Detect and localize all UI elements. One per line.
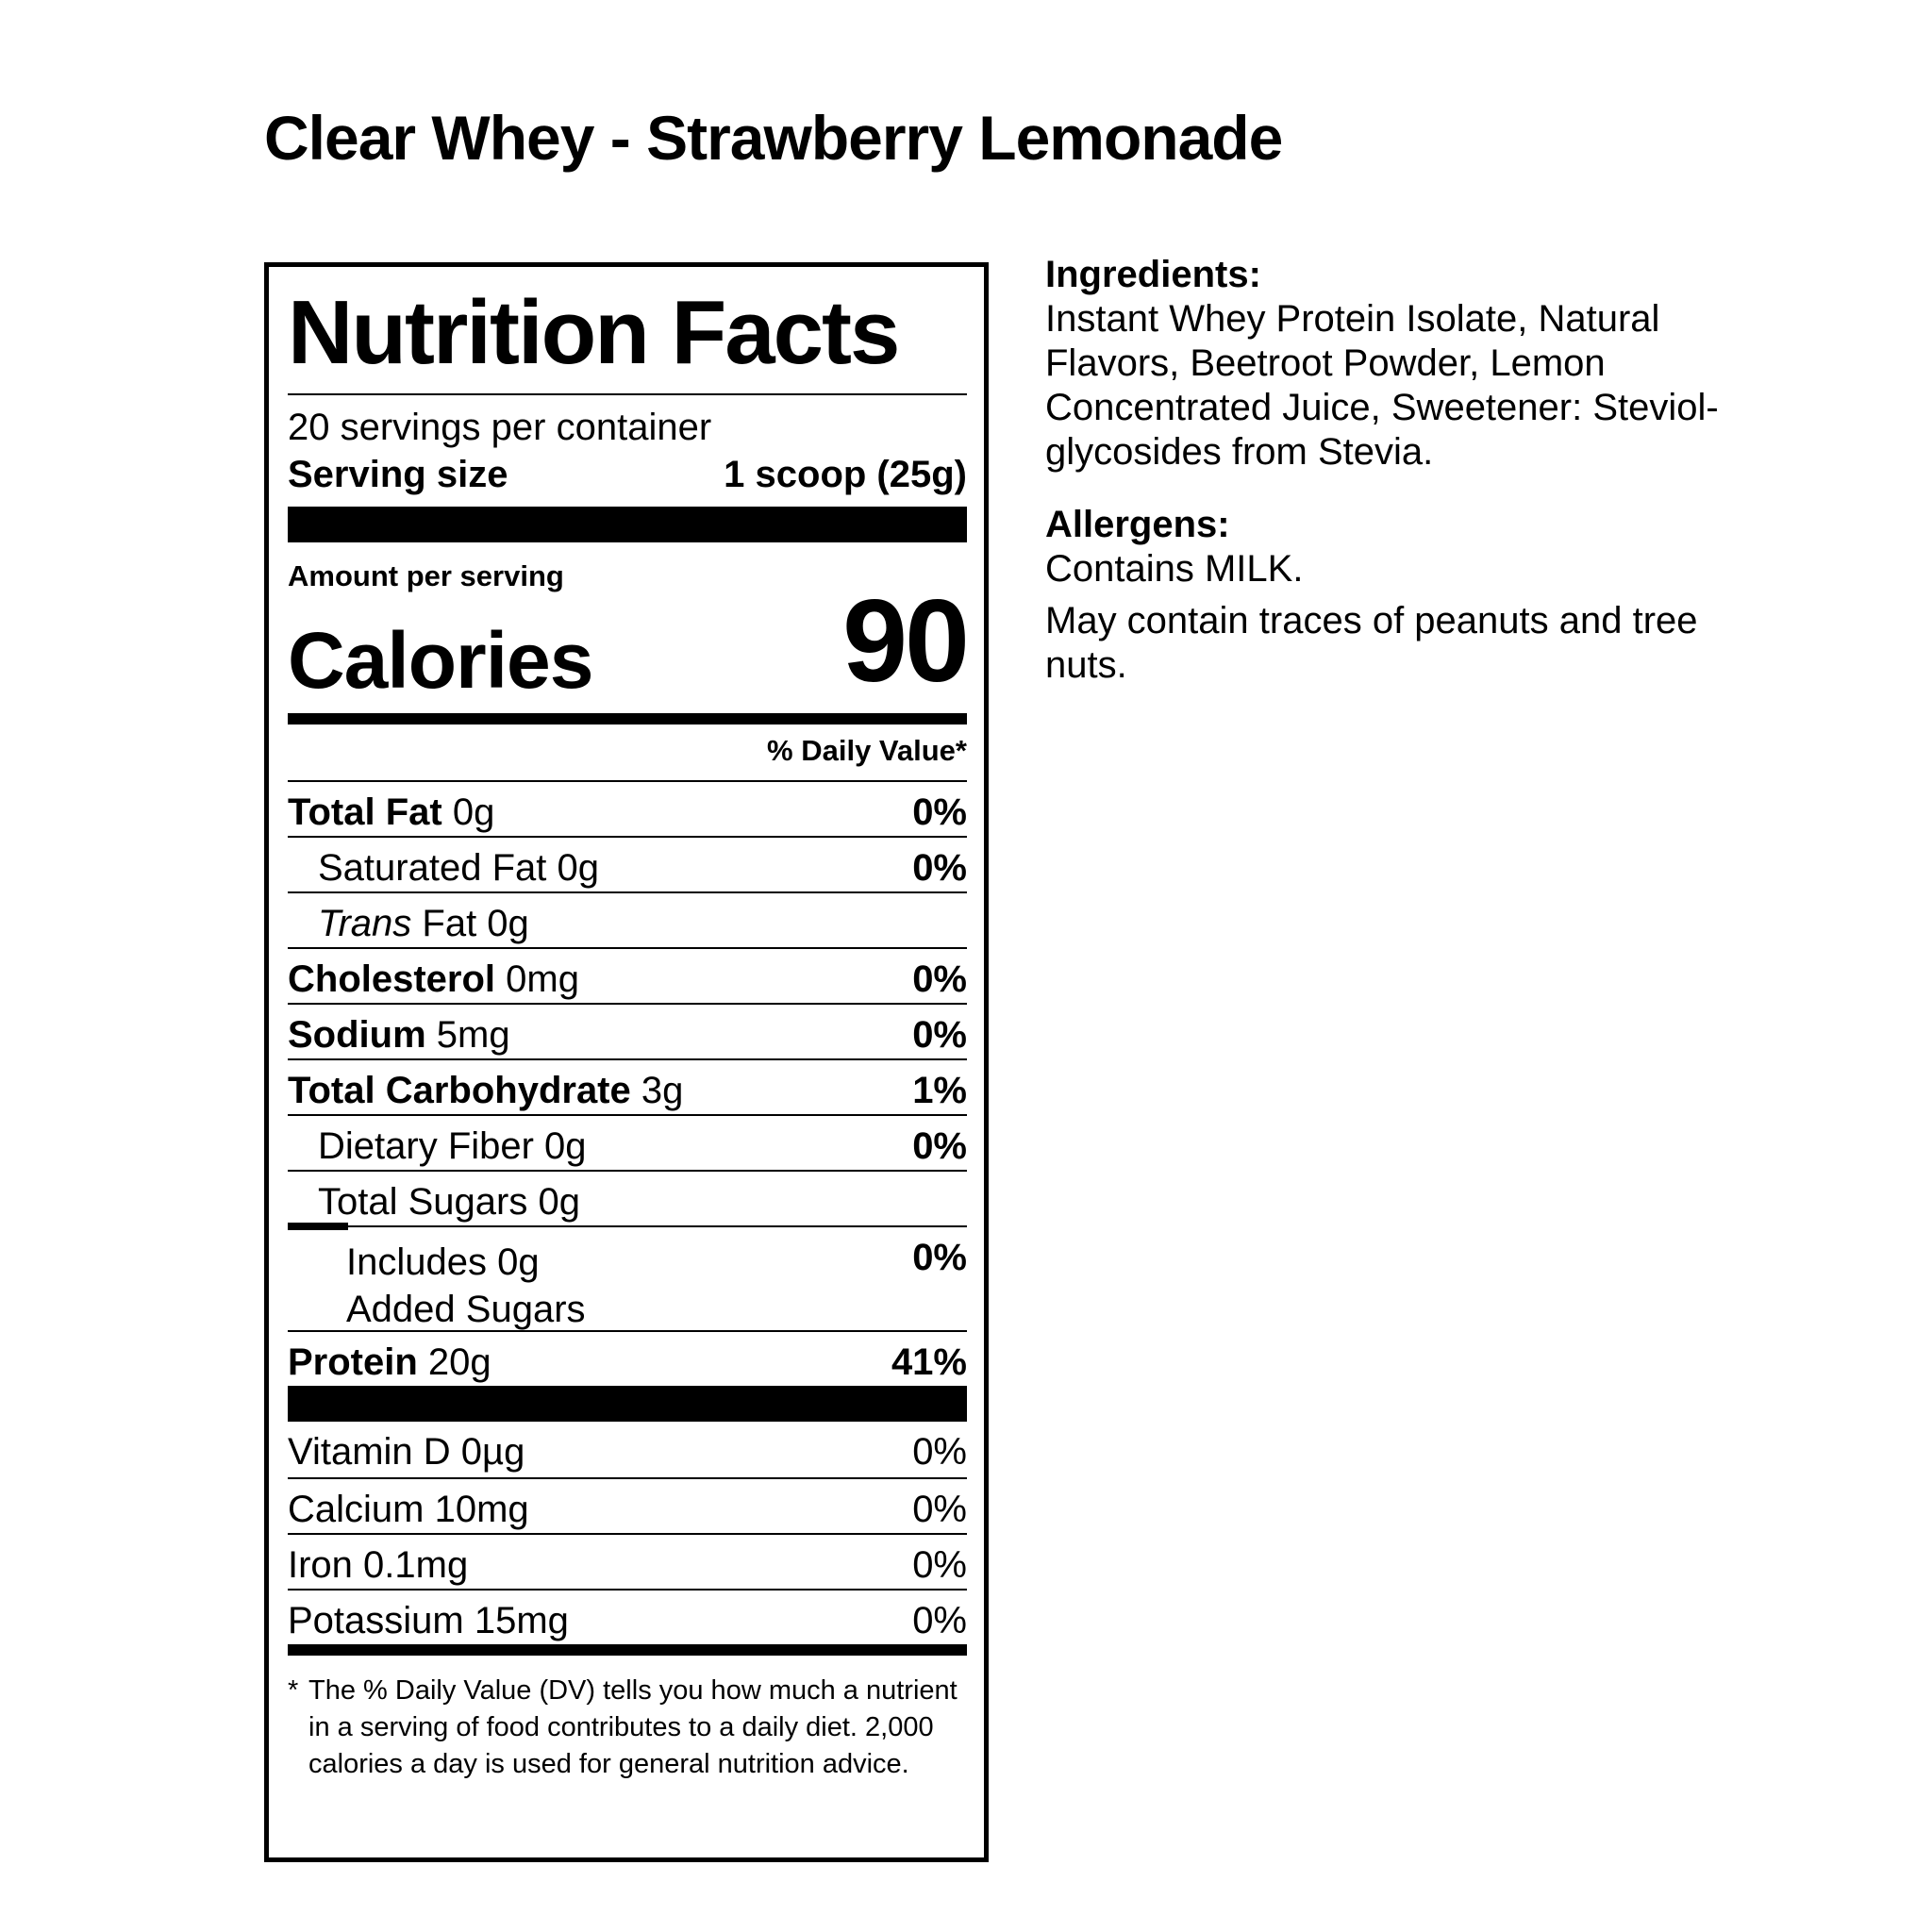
medium-divider	[288, 713, 967, 724]
serving-size-row	[288, 456, 967, 493]
nutrient-percent: 0%	[912, 1125, 967, 1167]
nutrition-facts-heading: Nutrition Facts	[288, 282, 899, 383]
vitamin-percent: 0%	[912, 1431, 967, 1473]
nutrient-name: Sodium 5mg	[288, 1014, 510, 1056]
vitamin-name: Potassium 15mg	[288, 1600, 569, 1641]
nutrient-name: Dietary Fiber 0g	[318, 1125, 587, 1167]
vitamin-name: Iron 0.1mg	[288, 1544, 469, 1586]
nutrient-name: Trans Fat 0g	[318, 903, 529, 944]
nutrient-name: Includes 0g Added Sugars	[346, 1241, 586, 1330]
product-info-column	[1045, 253, 1762, 688]
calories-label: Calories	[288, 616, 593, 705]
nutrient-name: Total Sugars 0g	[318, 1181, 580, 1223]
nutrient-name: Total Fat 0g	[288, 791, 495, 833]
vitamin-row-vitamin-d	[288, 1422, 967, 1477]
nutrition-facts-panel	[264, 262, 989, 1862]
daily-value-footnote	[288, 1673, 967, 1783]
nutrient-row-total-sugars	[288, 1170, 967, 1225]
nutrient-percent: 0%	[912, 847, 967, 889]
vitamin-row-potassium	[288, 1589, 967, 1644]
nutrient-row-sodium	[288, 1003, 967, 1058]
servings-per-container: 20 servings per container	[288, 407, 712, 448]
nutrient-row-total-carbohydrate	[288, 1058, 967, 1114]
product-title: Clear Whey - Strawberry Lemonade	[264, 103, 1283, 173]
daily-value-header: % Daily Value*	[767, 734, 967, 767]
nutrient-percent: 0%	[912, 1014, 967, 1056]
nutrient-name: Total Carbohydrate 3g	[288, 1070, 684, 1111]
nutrient-percent: 0%	[912, 958, 967, 1000]
divider	[288, 393, 967, 395]
calories-value: 90	[842, 576, 967, 707]
vitamin-percent: 0%	[912, 1600, 967, 1641]
nutrient-name: Protein 20g	[288, 1341, 491, 1383]
vitamin-percent: 0%	[912, 1544, 967, 1586]
allergens-traces: May contain traces of peanuts and tree nuts.	[1045, 600, 1698, 686]
ingredients-heading: Ingredients:	[1045, 254, 1261, 295]
nutrient-percent: 0%	[912, 1237, 967, 1278]
allergens-contains: Contains MILK.	[1045, 548, 1304, 590]
amount-per-serving-label: Amount per serving	[288, 559, 564, 592]
nutrient-row-protein	[288, 1330, 967, 1386]
nutrient-row-trans-fat	[288, 891, 967, 947]
thick-divider	[288, 1386, 967, 1422]
nutrient-percent: 41%	[891, 1341, 967, 1383]
nutrient-row-total-fat	[288, 780, 967, 836]
nutrient-percent: 1%	[912, 1070, 967, 1111]
nutrient-name: Cholesterol 0mg	[288, 958, 579, 1000]
nutrient-name: Saturated Fat 0g	[318, 847, 599, 889]
nutrient-percent: 0%	[912, 791, 967, 833]
thick-divider	[288, 507, 967, 542]
footnote-text: The % Daily Value (DV) tells you how much a nutrient in a serving of food contributes to a daily diet. 2,000 calories a day is used for general nutrition advice.	[308, 1675, 958, 1779]
vitamin-name: Vitamin D 0µg	[288, 1431, 525, 1473]
calories-row	[288, 576, 967, 707]
nutrient-row-dietary-fiber	[288, 1114, 967, 1170]
nutrient-row-added-sugars	[288, 1225, 967, 1330]
medium-divider	[288, 1644, 967, 1656]
ingredients-text: Instant Whey Protein Isolate, Natural Flavors, Beetroot Powder, Lemon Concentrated Juice, Sweetener: Steviol-glycosides from Stevia.	[1045, 298, 1719, 473]
nutrient-row-saturated-fat	[288, 836, 967, 891]
vitamin-name: Calcium 10mg	[288, 1489, 529, 1530]
footnote-asterisk: *	[288, 1675, 299, 1706]
vitamin-row-calcium	[288, 1477, 967, 1533]
nutrient-row-cholesterol	[288, 947, 967, 1003]
vitamin-percent: 0%	[912, 1489, 967, 1530]
serving-size-value: 1 scoop (25g)	[724, 454, 967, 495]
vitamin-row-iron	[288, 1533, 967, 1589]
allergens-heading: Allergens:	[1045, 504, 1230, 545]
serving-size-label: Serving size	[288, 454, 508, 495]
